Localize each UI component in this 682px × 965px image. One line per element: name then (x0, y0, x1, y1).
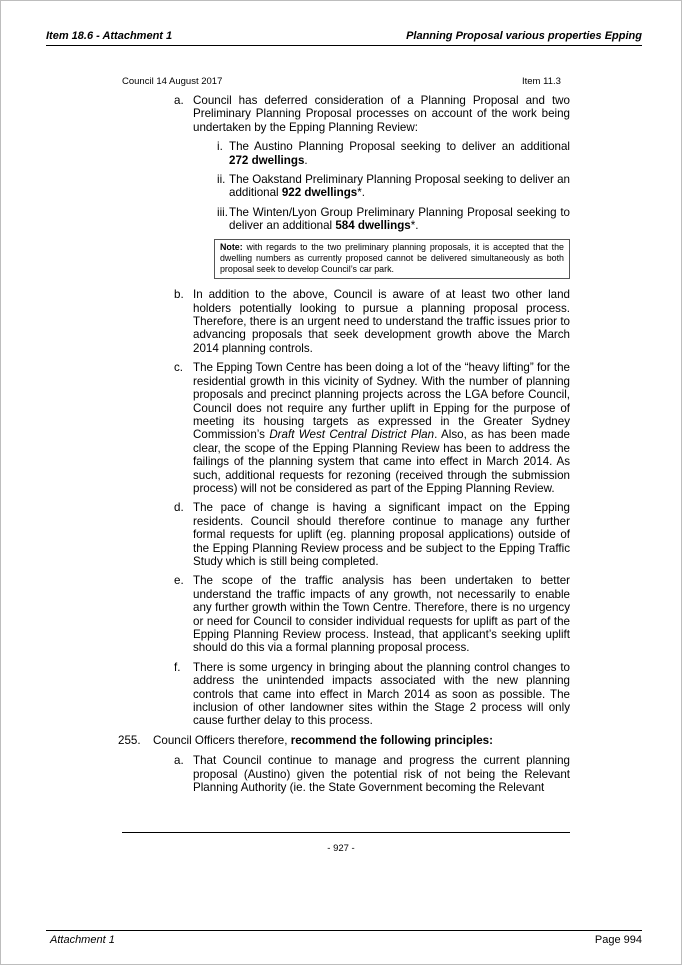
dwelling-count: 272 dwellings (229, 153, 305, 167)
paragraph-255: 255. Council Officers therefore, recommend the following principles: (118, 733, 493, 747)
document-body (118, 94, 570, 800)
sub-item-iii: iii. The Winten/Lyon Group Preliminary Planning Proposal seeking to deliver an additional 584 dwellings*. (217, 205, 570, 233)
bottom-rule (46, 930, 642, 931)
meeting-date: Council 14 August 2017 (122, 76, 223, 87)
list-item-a: a. Council has deferred consideration of a Planning Proposal and two Preliminary Planning Proposal processes on account of the work being undertaken by the Epping Planning Review: (174, 94, 570, 134)
list-item-a-recommendation: a. That Council continue to manage and progress the current planning proposal (Austino) given the potential risk of not being the Relevant Planning Authority (ie. the State Government becoming the Relevant (174, 754, 570, 795)
sub-item-ii: ii. The Oakstand Preliminary Planning Proposal seeking to deliver an additional 922 dwellings*. (217, 173, 570, 200)
list-item-b: b. In addition to the above, Council is aware of at least two other land holders potentially looking to pursue a planning proposal process. Therefore, there is an urgent need to understand the traffic issues prior to advancing proposals that seek development growth above the March 2014 planning controls. (174, 288, 570, 355)
note-label: Note: (220, 241, 243, 252)
list-item-f: f. There is some urgency in bringing about the planning control changes to address the unintended impacts associated with the new planning controls that came into effect in March 2014 as soon as possible. The inclusion of other landowner sites within the Stage 2 process will only cause further delay to this process. (174, 660, 570, 728)
page-label: Page 994 (594, 934, 642, 946)
note-box: Note: with regards to the two preliminary planning proposals, it is accepted that the dwelling numbers as currently proposed cannot be delivered simultaneously as both proposal seek to develop Council’s car park. (214, 239, 570, 280)
plan-title: Draft West Central District Plan (269, 428, 435, 442)
list-item-c: c. The Epping Town Centre has been doing a lot of the “heavy lifting” for the residential growth in this vicinity of Sydney. With the number of planning proposals and precinct planning projects across the LGA before Council, Council does not require any further uplift in Epping for the purpose of meeting its housing targets as expressed in the Greater Sydney Commission’s Draft West Central District Plan. Also, as has been made clear, the scope of the Epping Planning Review has been to address the failings of the planning system that came into effect in March 2014. As such, additional requests for rezoning (received through the submission process) will not be considered as part of the Epping Planning Review. (174, 361, 570, 495)
header-title: Planning Proposal various properties Epping (406, 30, 642, 42)
page-number: - 927 - (327, 843, 355, 854)
item-number: Item 11.3 (522, 76, 561, 87)
list-item-e: e. The scope of the traffic analysis has been undertaken to better understand the traffic impacts of any growth, not necessarily to enable any further growth within the Town Centre. Therefore, there is no urgency or need for Council to consider individual requests for uplift as part of the Epping Planning Review process. Instead, that applicant’s seeking uplift should do this via a formal planning proposal process. (174, 574, 570, 655)
footer-rule (122, 832, 570, 833)
recommendation-heading: recommend the following principles: (290, 733, 493, 747)
dwelling-count: 584 dwellings (335, 219, 411, 233)
dwelling-count: 922 dwellings (281, 186, 358, 200)
attachment-label: Attachment 1 (50, 934, 115, 946)
header-item-ref: Item 18.6 - Attachment 1 (46, 30, 173, 42)
sub-item-i: i. The Austino Planning Proposal seeking to deliver an additional 272 dwellings. (217, 140, 570, 167)
header-rule (46, 45, 642, 46)
list-item-text: Council has deferred consideration of a Planning Proposal and two Preliminary Planning Proposal processes on account of the work being undertaken by the Epping Planning Review: (193, 94, 570, 134)
list-item-d: d. The pace of change is having a significant impact on the Epping residents. Council should therefore continue to manage any further formal requests for uplift (eg. planning proposal applications) outside of the Epping Planning Review process and be subject to the Epping Traffic Study which is still being completed. (174, 501, 570, 568)
